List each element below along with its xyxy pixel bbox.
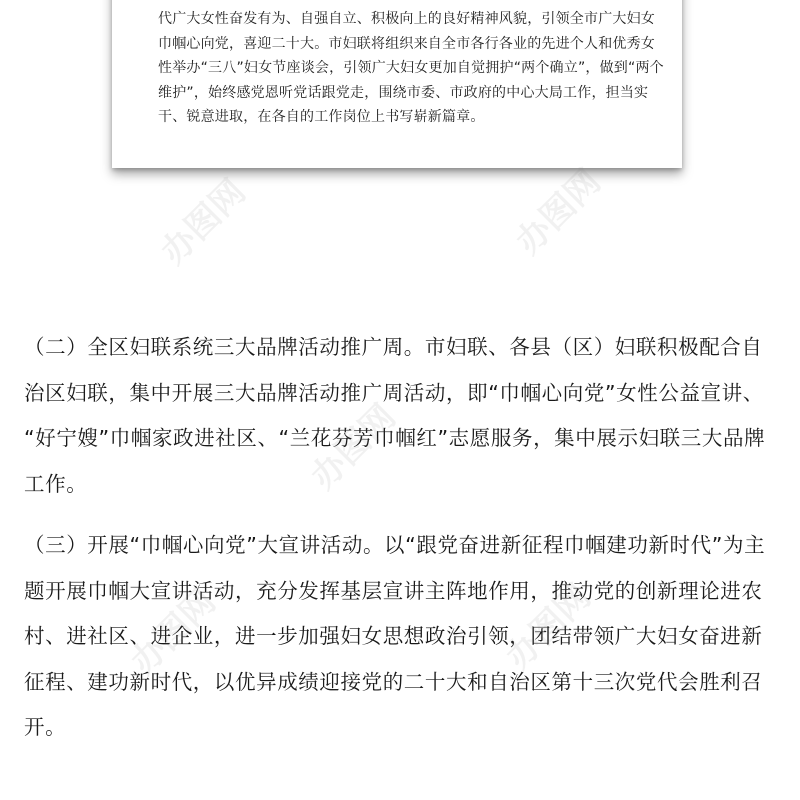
watermark: 办图网	[303, 396, 404, 498]
watermark: 办图网	[153, 171, 254, 273]
excerpt-line: 代广大女性奋发有为、自强自立、积极向上的良好精神风貌，引领全市广大妇女	[158, 11, 655, 27]
quoted-excerpt-card	[112, 0, 682, 168]
paragraph-line: 题开展巾帼大宣讲活动，充分发挥基层宣讲主阵地作用，推动党的创新理论进农	[24, 578, 763, 603]
paragraph-section-2	[24, 325, 779, 507]
paragraph-section-3	[24, 523, 779, 751]
paragraph-line: 治区妇联，集中开展三大品牌活动推广周活动，即“巾帼心向党”女性公益宣讲、	[24, 380, 764, 405]
watermark: 办图网	[508, 161, 609, 263]
paragraph-line: （三）开展“巾帼心向党”大宣讲活动。以“跟党奋进新征程巾帼建功新时代”为主	[24, 533, 766, 557]
excerpt-line: 性举办“三八”妇女节座谈会，引领广大妇女更加自觉拥护“两个确立”，做到“两个	[158, 60, 664, 76]
paragraph-line: “好宁嫂”巾帼家政进社区、“兰花芬芳巾帼红”志愿服务，集中展示妇联三大品牌	[24, 426, 766, 450]
excerpt-line: 巾帼心向党，喜迎二十大。市妇联将组织来自全市各行各业的先进个人和优秀女	[158, 35, 655, 52]
excerpt-line: 维护”，始终感党恩听党话跟党走，围绕市委、市政府的中心大局工作，担当实	[158, 84, 649, 101]
watermark: 办图网	[123, 581, 224, 683]
paragraph-line: 开。	[24, 715, 67, 739]
paragraph-line: 村、进社区、进企业，进一步加强妇女思想政治引领，团结带领广大妇女奋进新	[24, 624, 763, 648]
excerpt-text	[158, 7, 664, 130]
paragraph-line: 工作。	[24, 471, 88, 496]
paragraph-gap	[24, 507, 779, 523]
excerpt-line: 干、锐意进取，在各自的工作岗位上书写崭新篇章。	[158, 109, 485, 125]
watermark: 办图网	[498, 576, 599, 678]
paragraph-line: （二）全区妇联系统三大品牌活动推广周。市妇联、各县（区）妇联积极配合自	[24, 335, 763, 359]
document-body	[24, 325, 779, 751]
paragraph-line: 征程、建功新时代，以优异成绩迎接党的二十大和自治区第十三次党代会胜利召	[24, 669, 763, 694]
